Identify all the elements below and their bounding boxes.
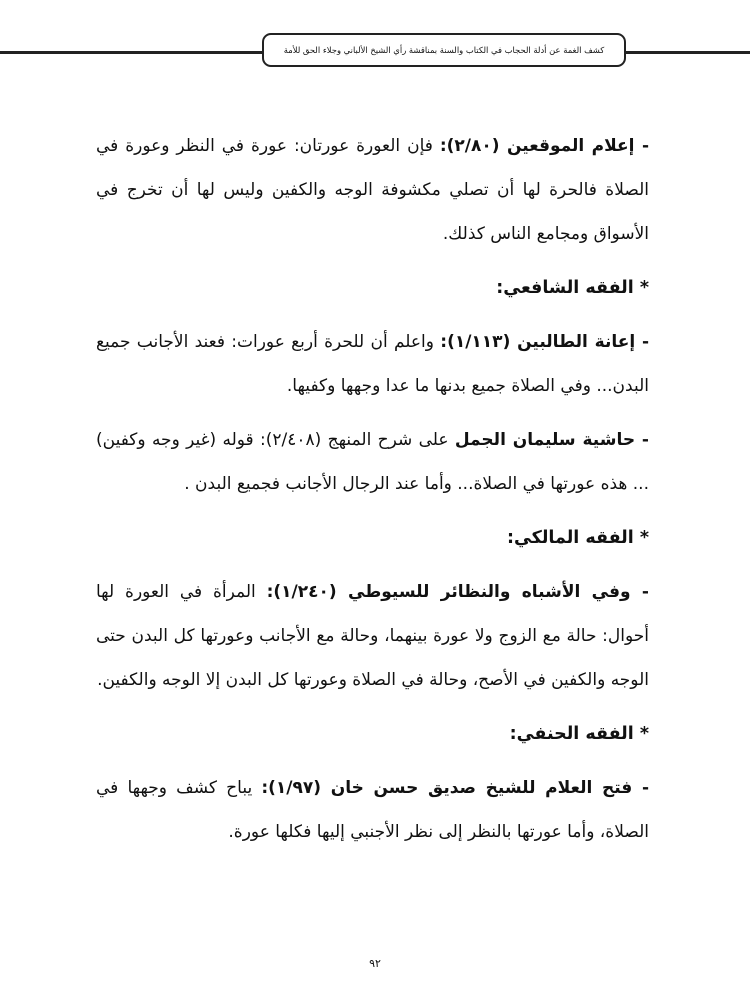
source-citation: - فتح العلام للشيخ صديق حسن خان (١/٩٧): [261, 778, 649, 798]
running-header-title: كشف الغمة عن أدلة الحجاب في الكتاب والسنة بمناقشة رأي الشيخ الألباني وجلاء الحق للأمة [283, 45, 605, 55]
paragraph-ianat-al-talibin [96, 320, 649, 408]
paragraph-al-ashbah-wal-nazair [96, 570, 649, 702]
quoted-text: يباح كشف وجهها في الصلاة، وأما عورتها بالنظر إلى نظر الأجنبي إليها فكلها عورة. [96, 778, 649, 842]
quoted-text: على شرح المنهج (٢/٤٠٨): قوله (غير وجه وكفين) ... هذه عورتها في الصلاة... وأما عند الرجال الأجانب فجميع البدن . [96, 430, 649, 494]
source-citation: - وفي الأشباه والنظائر للسيوطي (١/٢٤٠): [266, 582, 649, 602]
page-content [96, 124, 649, 854]
header-rule-left [0, 51, 262, 54]
paragraph-ilam-al-muwaqqiin [96, 124, 649, 256]
quoted-text: المرأة في العورة لها أحوال: حالة مع الزوج ولا عورة بينهما، وحالة مع الأجانب وعورتها كل البدن حتى الوجه والكفين في الأصح، وحالة في الصلاة وعورتها كل البدن إلا الوجه والكفين. [96, 582, 649, 690]
paragraph-hashiyat-al-jamal [96, 418, 649, 506]
running-header [262, 33, 626, 67]
section-heading-hanafi: * الفقه الحنفي: [509, 724, 649, 744]
section-heading-maliki: * الفقه المالكي: [506, 528, 649, 548]
quoted-text: واعلم أن للحرة أربع عورات: فعند الأجانب جميع البدن... وفي الصلاة جميع بدنها ما عدا وجهها وكفيها. [96, 332, 649, 396]
quoted-text: فإن العورة عورتان: عورة في النظر وعورة في الصلاة فالحرة لها أن تصلي مكشوفة الوجه والكفين وليس لها أن تخرج في الأسواق ومجامع الناس كذلك. [96, 136, 649, 244]
source-citation: - إعانة الطالبين (١/١١٣): [440, 332, 649, 352]
header-rule-right [626, 51, 750, 54]
source-citation: - حاشية سليمان الجمل [454, 430, 649, 450]
page-number: ٩٢ [369, 957, 381, 970]
source-citation: - إعلام الموقعين (٢/٨٠): [439, 136, 649, 156]
section-heading-shafii: * الفقه الشافعي: [496, 278, 649, 298]
paragraph-fath-al-allam [96, 766, 649, 854]
